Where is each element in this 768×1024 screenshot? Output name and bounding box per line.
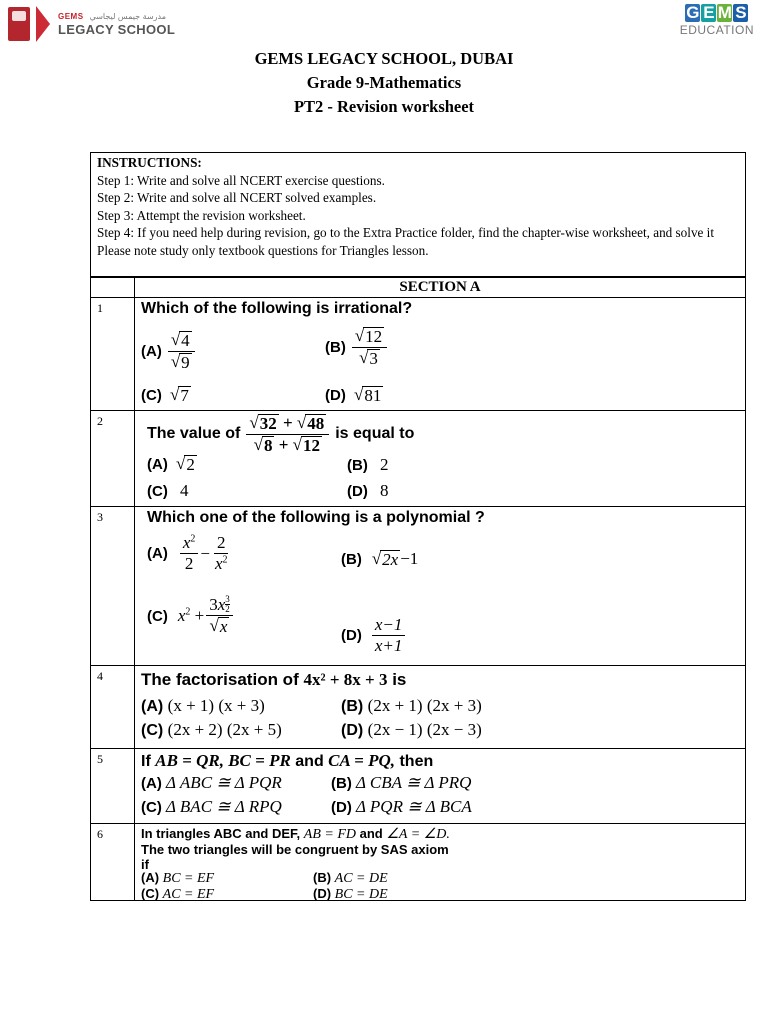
option-c bbox=[141, 720, 282, 740]
option-label: (B) bbox=[347, 457, 368, 474]
option-a bbox=[141, 696, 265, 716]
logo-letter: M bbox=[717, 3, 732, 22]
question-text: The factorisation of 4x² + 8x + 3 is bbox=[141, 670, 407, 689]
option-a bbox=[141, 870, 214, 887]
question-row bbox=[91, 298, 746, 411]
option-value: (x + 1) (x + 3) bbox=[167, 696, 265, 715]
option-label: (C) bbox=[141, 799, 162, 816]
option-c: (C) $x^2$ + 3x $^{\frac{3}{2}}$ √ x bbox=[147, 595, 235, 637]
option-label: (C) bbox=[141, 886, 160, 901]
option-b bbox=[313, 870, 388, 887]
option-label: (D) bbox=[325, 387, 346, 404]
fraction-denominator: 9 bbox=[181, 352, 190, 372]
option-b: (B) √ 12 √ 3 bbox=[325, 326, 389, 368]
option-value: (2x + 2) (2x + 5) bbox=[167, 720, 282, 739]
option-b bbox=[331, 773, 471, 793]
question-body bbox=[135, 749, 746, 824]
option-value: AC = DE bbox=[334, 871, 388, 886]
option-d bbox=[331, 797, 472, 817]
option-label: (B) bbox=[313, 870, 332, 885]
option-label: (B) bbox=[341, 698, 364, 715]
option-value: Δ PQR ≅ Δ BCA bbox=[356, 797, 472, 816]
option-label: (D) bbox=[331, 799, 352, 816]
questions-table bbox=[90, 277, 746, 901]
instruction-note: Please note study only textbook questions for Triangles lesson. bbox=[97, 242, 429, 258]
question-row bbox=[91, 411, 746, 507]
option-label: (D) bbox=[313, 886, 332, 901]
option-label: (B) bbox=[331, 775, 352, 792]
option-value: (2x + 1) (2x + 3) bbox=[367, 696, 482, 715]
instructions-box bbox=[90, 152, 746, 277]
option-label: (A) bbox=[147, 545, 168, 563]
option-value: (2x − 1) (2x − 3) bbox=[367, 720, 482, 739]
option-b bbox=[341, 696, 482, 716]
question-text: If AB = QR, BC = PR and CA = PQ, then bbox=[141, 751, 434, 770]
option-value: Δ BAC ≅ Δ RPQ bbox=[166, 797, 282, 816]
option-d: (D) √ 81 bbox=[325, 385, 382, 405]
logo-education-word: EDUCATION bbox=[679, 23, 754, 37]
option-a: (A) √ 2 bbox=[147, 454, 195, 474]
option-label: (B) bbox=[341, 550, 362, 568]
school-crest-icon bbox=[8, 7, 30, 41]
option-d: (D) $\frac{x-1}{x+1}$ bbox=[341, 615, 407, 657]
question-body bbox=[135, 824, 746, 901]
option-label: (D) bbox=[341, 722, 364, 739]
fraction-denominator: 3 bbox=[369, 348, 378, 368]
gems-education-logo bbox=[680, 4, 754, 37]
option-value: 7 bbox=[180, 386, 189, 405]
option-label: (C) bbox=[141, 722, 164, 739]
option-a bbox=[141, 773, 282, 793]
question-body bbox=[135, 507, 746, 666]
question-row bbox=[91, 824, 746, 901]
option-b bbox=[347, 455, 389, 475]
logo-school-name: LEGACY SCHOOL bbox=[58, 21, 176, 37]
fraction-numerator: 12 bbox=[365, 327, 383, 346]
option-value: 2 bbox=[380, 455, 389, 474]
option-b: (B) √ 2x −1 bbox=[341, 549, 419, 569]
option-c: (C) √ 7 bbox=[141, 385, 189, 405]
option-d bbox=[341, 720, 482, 740]
question-body bbox=[135, 411, 746, 507]
instruction-step: Step 2: Write and solve all NCERT solved examples. bbox=[97, 190, 377, 205]
option-value: 2 bbox=[186, 455, 195, 474]
question-text: Which of the following is irrational? bbox=[141, 300, 413, 317]
option-label: (A) bbox=[141, 775, 162, 792]
logo-brand: GEMS bbox=[58, 11, 84, 21]
option-label: (A) bbox=[141, 870, 160, 885]
question-text: Which one of the following is a polynomial ? bbox=[147, 509, 485, 526]
school-title: GEMS LEGACY SCHOOL, DUBAI bbox=[254, 49, 514, 68]
instructions-heading: INSTRUCTIONS: bbox=[97, 155, 202, 170]
option-value: Δ ABC ≅ Δ PQR bbox=[166, 773, 282, 792]
option-value: AC = EF bbox=[162, 887, 215, 902]
document-titles bbox=[0, 47, 768, 119]
logo-letter: S bbox=[735, 3, 747, 22]
grade-title: Grade 9-Mathematics bbox=[306, 73, 462, 92]
question-number: 4 bbox=[91, 666, 135, 749]
option-value: Δ CBA ≅ Δ PRQ bbox=[356, 773, 472, 792]
question-row bbox=[91, 666, 746, 749]
question-text: In triangles ABC and DEF, AB = FD and ∠A = ∠D. The two triangles will be congruent by SAS axiom if bbox=[141, 826, 450, 872]
question-number: 3 bbox=[91, 507, 135, 666]
question-number: 2 bbox=[91, 411, 135, 507]
question-body bbox=[135, 666, 746, 749]
instruction-step: Step 1: Write and solve all NCERT exercise questions. bbox=[97, 172, 385, 188]
question-number: 1 bbox=[91, 298, 135, 411]
option-d bbox=[347, 481, 389, 501]
red-chevron-icon bbox=[36, 6, 50, 42]
option-a: (A) √ 4 √ 9 bbox=[141, 330, 197, 372]
option-value: 8 bbox=[380, 481, 389, 500]
option-c bbox=[141, 797, 282, 817]
option-value: 4 bbox=[180, 481, 189, 500]
option-label: (C) bbox=[141, 387, 162, 404]
option-label: (C) bbox=[147, 483, 168, 500]
option-value: 81 bbox=[364, 386, 382, 405]
question-number: 6 bbox=[91, 824, 135, 901]
question-row bbox=[91, 749, 746, 824]
logo-arabic-text: مدرسة جيمس ليجاسي bbox=[89, 11, 166, 21]
option-value: BC = EF bbox=[162, 871, 215, 886]
instruction-step: Step 4: If you need help during revision, go to the Extra Practice folder, find the chapter-wise worksheet, and solve it bbox=[97, 225, 715, 240]
question-row bbox=[91, 507, 746, 666]
logo-letter: E bbox=[703, 3, 715, 22]
option-label: (A) bbox=[147, 456, 168, 473]
section-title: SECTION A bbox=[135, 278, 746, 298]
option-label: (B) bbox=[325, 338, 346, 356]
question-text: The value of √ 32 + √ 48 √ 8 + √ 12 is equal to bbox=[147, 413, 415, 455]
section-row bbox=[91, 278, 746, 298]
option-value: 2x bbox=[382, 550, 399, 569]
option-label: (A) bbox=[141, 698, 164, 715]
option-value: BC = DE bbox=[334, 887, 388, 902]
instruction-step: Step 3: Attempt the revision worksheet. bbox=[97, 207, 306, 223]
worksheet-title: PT2 - Revision worksheet bbox=[293, 97, 475, 116]
option-c bbox=[147, 481, 189, 501]
logo-letter: G bbox=[686, 3, 700, 22]
option-label: (C) bbox=[147, 607, 168, 625]
option-label: (A) bbox=[141, 342, 162, 360]
option-label: (D) bbox=[341, 627, 362, 645]
option-a: (A) $\frac{x^2}{2}$ − $\frac{2}{x^2}$ bbox=[147, 533, 228, 574]
option-d bbox=[313, 886, 388, 903]
gems-legacy-logo bbox=[8, 6, 175, 42]
option-label: (D) bbox=[347, 483, 368, 500]
fraction-numerator: 4 bbox=[181, 331, 190, 350]
question-number: 5 bbox=[91, 749, 135, 824]
question-body bbox=[135, 298, 746, 411]
option-c bbox=[141, 886, 214, 903]
